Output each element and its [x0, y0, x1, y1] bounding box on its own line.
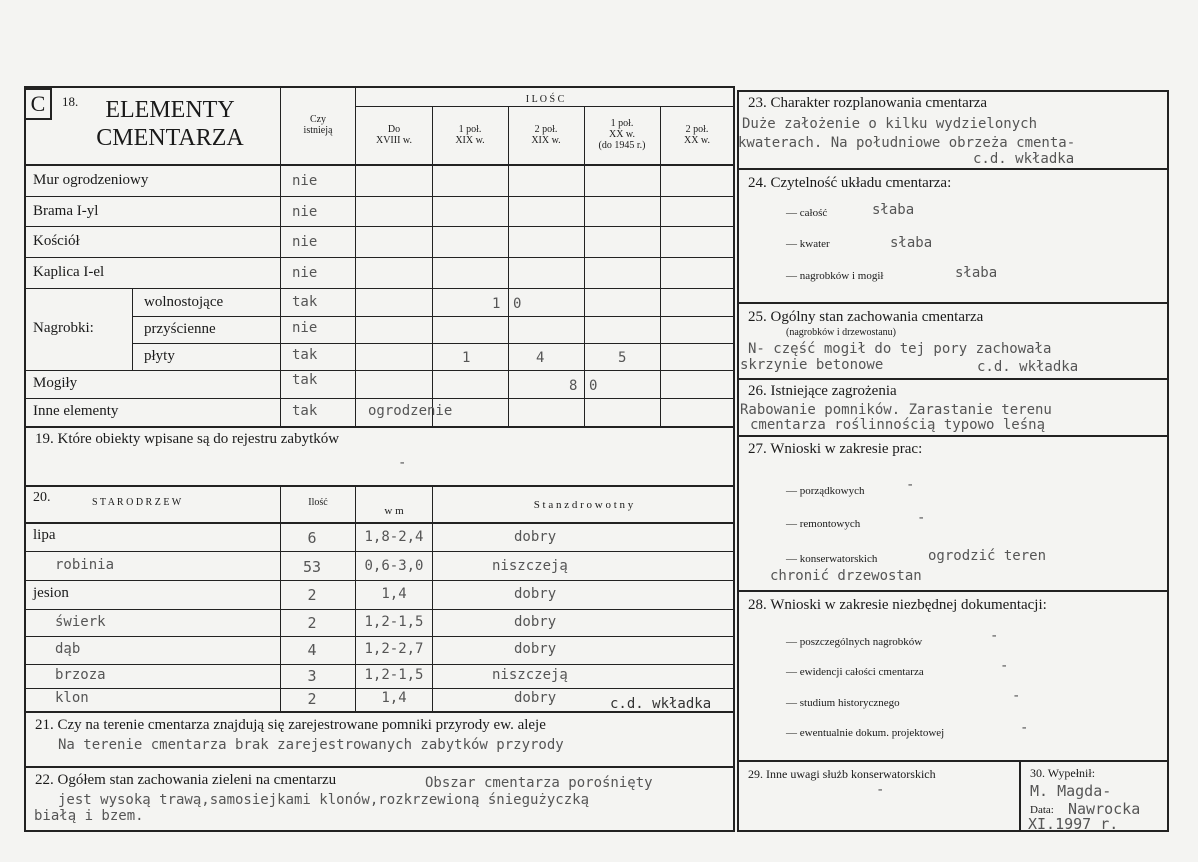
row-label-nagrobki: Nagrobki:: [33, 320, 94, 336]
grid-line: [355, 106, 735, 107]
tree-qty: 2: [307, 586, 317, 604]
s21-title: 21. Czy na terenie cmentarza znajdują się zarejestrowane pomniki przyrody ew. aleje: [35, 717, 546, 733]
grid-line: [24, 398, 735, 399]
s23-value-2: kwaterach. Na południowe obrzeża cmenta-: [738, 135, 1076, 151]
s19-value: -: [398, 455, 407, 471]
tree-size: 0,6-3,0: [364, 558, 424, 574]
row-label-kaplica: Kaplica I-el: [33, 264, 105, 280]
tree-name: robinia: [55, 557, 115, 573]
col-2xx: [660, 124, 734, 146]
s20-num: 20.: [33, 490, 51, 505]
qty-value: 0: [589, 378, 598, 394]
s18-title-line2: CMENTARZA: [96, 125, 244, 151]
grid-line: [24, 664, 735, 665]
tree-size: 1,2-1,5: [364, 614, 424, 630]
grid-line: [24, 426, 735, 428]
s24-label-kwater: — kwater: [786, 238, 830, 250]
row-label-inne: Inne elementy: [33, 403, 119, 419]
grid-line: [24, 522, 735, 524]
tree-size: 1,4: [381, 586, 407, 602]
s30-name-1: M. Magda-: [1030, 782, 1112, 800]
tree-size: 1,4: [381, 690, 407, 706]
s26-value-1: Rabowanie pomników. Zarastanie terenu: [740, 402, 1052, 418]
qty-value: 5: [618, 350, 627, 366]
col-1xix-l2: XIX w.: [455, 135, 485, 146]
s23-value-3: c.d. wkładka: [973, 151, 1075, 167]
s25-value-1: N- część mogił do tej pory zachowała: [748, 341, 1052, 357]
s25-subtitle: (nagrobków i drzewostanu): [786, 327, 896, 338]
exists-value: nie: [292, 204, 318, 220]
tree-health: dobry: [514, 529, 557, 545]
tree-size: 1,2-2,7: [364, 641, 424, 657]
grid-line: [432, 106, 433, 426]
grid-line: [24, 580, 735, 581]
grid-line: [24, 485, 735, 487]
s27-label-porzadkowych: — porządkowych: [786, 485, 865, 497]
s27-value-remontowych: -: [917, 510, 926, 526]
s28-title: 28. Wnioski w zakresie niezbędnej dokumentacji:: [748, 597, 1047, 613]
tree-name: dąb: [55, 641, 81, 657]
tree-name: jesion: [33, 585, 69, 601]
grid-line: [737, 435, 1169, 437]
tree-health: dobry: [514, 614, 557, 630]
grid-line: [132, 316, 735, 317]
col-xviii-l1: Do: [387, 124, 401, 135]
s25-value-2: skrzynie betonowe: [740, 357, 884, 373]
qty-value: 4: [536, 350, 545, 366]
s30-date-label: Data:: [1030, 804, 1054, 816]
tree-health: niszczeją: [492, 667, 568, 683]
col-1xx-l2: XX w.: [608, 129, 635, 140]
s28-value-studium: -: [1012, 688, 1021, 704]
col-2xix-l1: 2 poł.: [534, 124, 558, 135]
tree-name: świerk: [55, 614, 106, 630]
s27-value-extra: chronić drzewostan: [770, 568, 922, 584]
col-1xix: [432, 124, 508, 146]
col-2xx-l1: 2 poł.: [685, 124, 709, 135]
tree-qty: 2: [307, 614, 317, 632]
qty-value: 0: [513, 296, 522, 312]
tree-qty: 2: [307, 690, 317, 708]
col-1xix-l1: 1 poł.: [458, 124, 482, 135]
s30-date: XI.1997 r.: [1028, 815, 1119, 833]
col-2xx-l2: XX w.: [683, 135, 710, 146]
tree-health: niszczeją: [492, 558, 568, 574]
s26-value-2: cmentarza roślinnością typowo leśną: [750, 417, 1046, 433]
exists-value: nie: [292, 265, 318, 281]
qty-value: 1: [492, 296, 501, 312]
s28-value-ewidencji: -: [1000, 658, 1009, 674]
grid-line: [24, 257, 735, 258]
s28-label-ewidencji: — ewidencji całości cmentarza: [786, 666, 924, 678]
s20-col-wm: w m: [384, 505, 404, 517]
s18-num: 18.: [62, 94, 79, 109]
s24-value-kwater: słaba: [890, 235, 933, 251]
s27-value-konserwatorskich: ogrodzić teren: [928, 548, 1047, 564]
tree-name: lipa: [33, 527, 56, 543]
row-label-kosciol: Kościół: [33, 233, 80, 249]
qty-value: 1: [462, 350, 471, 366]
col-exists-l1: Czy: [309, 114, 327, 125]
grid-line: [660, 106, 661, 426]
tree-size: 1,8-2,4: [364, 529, 424, 545]
grid-line: [132, 343, 735, 344]
s28-value-nagrobkow: -: [990, 628, 999, 644]
grid-line: [432, 485, 433, 711]
s20-col-health: S t a n z d r o w o t n y: [533, 499, 634, 511]
exists-value: tak: [292, 347, 318, 363]
grid-line: [508, 106, 509, 426]
exists-value: tak: [292, 372, 318, 388]
s22-value-3: białą i bzem.: [34, 808, 144, 824]
s20-title: S T A R O D R Z E W: [92, 497, 182, 508]
tree-qty: 53: [302, 558, 322, 576]
row-label-brama: Brama I-yl: [33, 203, 99, 219]
grid-line: [24, 370, 735, 371]
s24-label-calosc: — całość: [786, 207, 828, 219]
s22-value-2: jest wysoką trawą,samosiejkami klonów,rozkrzewioną śniegużyczką: [58, 792, 590, 808]
col-exists-l2: istnieją: [303, 125, 333, 136]
grid-line: [24, 636, 735, 637]
grid-line: [24, 288, 735, 289]
grid-line: [24, 226, 735, 227]
grid-line: [737, 302, 1169, 304]
col-1xx-l3: (do 1945 r.): [598, 140, 646, 151]
s18-title: [60, 96, 280, 152]
s29-value: -: [876, 782, 885, 798]
col-exists-header: [281, 114, 355, 136]
col-xviii: [356, 124, 432, 146]
s27-value-porzadkowych: -: [906, 477, 915, 493]
col-1xx: [584, 118, 660, 151]
col-2xix: [508, 124, 584, 146]
grid-line: [737, 760, 1169, 762]
tree-size: 1,2-1,5: [364, 667, 424, 683]
exists-value: tak: [292, 403, 318, 419]
s28-label-projektowej: — ewentualnie dokum. projektowej: [786, 727, 945, 739]
col-ilosc-header: I L O Ś C: [525, 94, 565, 105]
s24-title: 24. Czytelność układu cmentarza:: [748, 175, 952, 191]
grid-line: [24, 551, 735, 552]
s24-label-nagrobkow: — nagrobków i mogił: [786, 270, 884, 282]
s27-label-remontowych: — remontowych: [786, 518, 861, 530]
grid-line: [24, 766, 735, 768]
s20-col-qty: Ilość: [308, 497, 328, 508]
grid-line: [737, 378, 1169, 380]
s28-label-nagrobkow: — poszczególnych nagrobków: [786, 636, 923, 648]
col-xviii-l2: XVIII w.: [375, 135, 412, 146]
exists-value: tak: [292, 294, 318, 310]
s18-title-line1: ELEMENTY: [105, 97, 235, 123]
right-form-frame: [737, 90, 1169, 832]
grid-line: [24, 609, 735, 610]
col-2xix-l2: XIX w.: [531, 135, 561, 146]
tree-health: dobry: [514, 586, 557, 602]
s27-title: 27. Wnioski w zakresie prac:: [748, 441, 923, 457]
s23-title: 23. Charakter rozplanowania cmentarza: [748, 95, 988, 111]
tree-qty: 4: [307, 641, 317, 659]
s19-title: 19. Które obiekty wpisane są do rejestru zabytków: [35, 431, 340, 447]
s25-value-3: c.d. wkładka: [977, 359, 1079, 375]
exists-value: nie: [292, 173, 318, 189]
col-1xx-l1: 1 poł.: [610, 118, 634, 129]
s23-value-1: Duże założenie o kilku wydzielonych: [742, 116, 1038, 132]
tree-name: brzoza: [55, 667, 106, 683]
tree-qty: 6: [307, 529, 317, 547]
s25-title: 25. Ogólny stan zachowania cmentarza: [748, 309, 984, 325]
s28-value-projektowej: -: [1020, 720, 1029, 736]
s20-continuation: c.d. wkładka: [610, 696, 712, 712]
qty-value: 8: [569, 378, 578, 394]
grid-line: [132, 288, 133, 370]
grid-line: [24, 688, 735, 689]
s30-name-2: Nawrocka: [1068, 800, 1141, 818]
s22-value-1: Obszar cmentarza porośnięty: [425, 775, 653, 791]
s26-title: 26. Istniejące zagrożenia: [748, 383, 897, 399]
grid-line: [1019, 760, 1021, 832]
row-label-przyscienne: przyścienne: [144, 321, 216, 337]
row-label-plyty: płyty: [144, 348, 175, 364]
s24-value-nagrobkow: słaba: [955, 265, 998, 281]
tree-health: dobry: [514, 641, 557, 657]
grid-line: [24, 196, 735, 197]
s21-value: Na terenie cmentarza brak zarejestrowanych zabytków przyrody: [58, 737, 564, 753]
s29-title: 29. Inne uwagi służb konserwatorskich: [748, 767, 936, 781]
tree-qty: 3: [307, 667, 317, 685]
exists-value: nie: [292, 320, 318, 336]
tree-health: dobry: [514, 690, 557, 706]
s22-title: 22. Ogółem stan zachowania zieleni na cmentarzu: [35, 772, 337, 788]
grid-line: [737, 168, 1169, 170]
row-label-mogily: Mogiły: [33, 375, 78, 391]
s27-label-konserwatorskich: — konserwatorskich: [786, 553, 878, 565]
row-label-mur: Mur ogrodzeniowy: [33, 172, 149, 188]
exists-value: nie: [292, 234, 318, 250]
section-letter-box: C: [24, 88, 52, 120]
grid-line: [584, 106, 585, 426]
s30-title: 30. Wypełnił:: [1030, 766, 1096, 780]
s24-value-calosc: słaba: [872, 202, 915, 218]
grid-line: [24, 164, 735, 166]
inne-note: ogrodzenie: [368, 403, 453, 419]
grid-line: [737, 590, 1169, 592]
s28-label-studium: — studium historycznego: [786, 697, 900, 709]
tree-name: klon: [55, 690, 89, 706]
row-label-wolnostojace: wolnostojące: [144, 294, 224, 310]
